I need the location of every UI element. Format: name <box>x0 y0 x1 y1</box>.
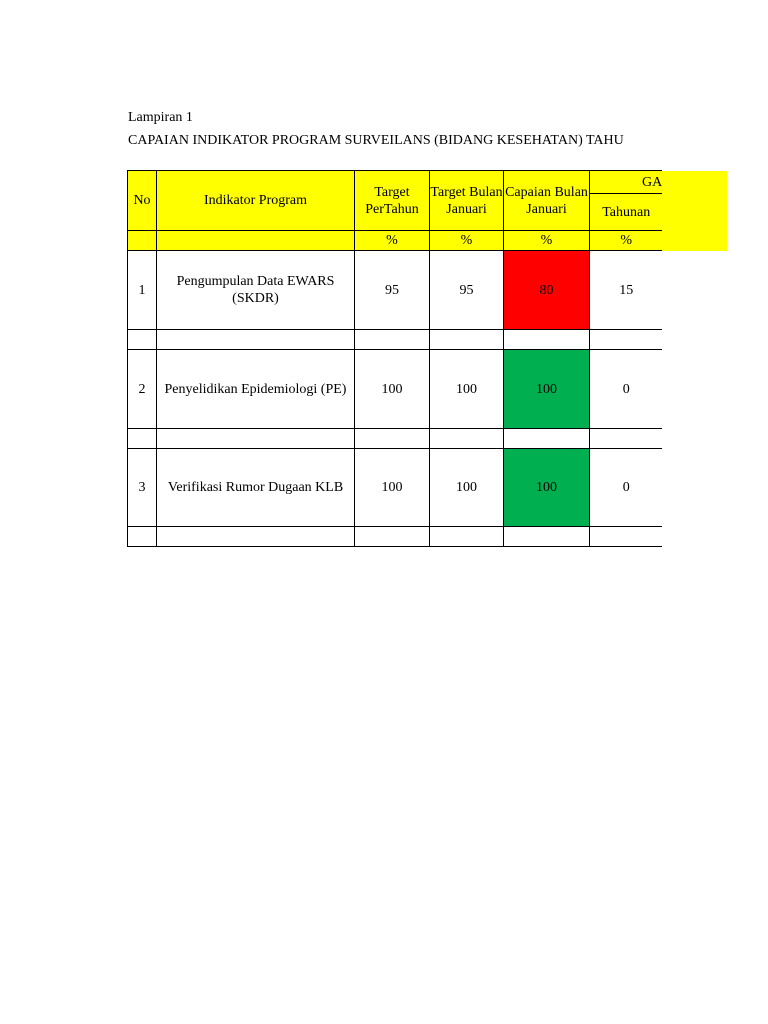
unit-cell-target-tahun: % <box>355 231 430 251</box>
row-indikator: Verifikasi Rumor Dugaan KLB <box>157 449 355 527</box>
unit-cell-capaian: % <box>504 231 590 251</box>
header-target-bulan-januari: Target Bulan Januari <box>430 171 504 231</box>
row-target-bulan: 95 <box>430 251 504 330</box>
header-no: No <box>128 171 157 231</box>
table-row <box>128 251 663 330</box>
row-indikator: Penyelidikan Epidemiologi (PE) <box>157 350 355 429</box>
row-capaian: 100 <box>504 449 590 527</box>
row-capaian: 80 <box>504 251 590 330</box>
row-no: 2 <box>128 350 157 429</box>
row-target-tahun: 100 <box>355 350 430 429</box>
header-gap-label: GA <box>642 174 662 190</box>
row-no: 1 <box>128 251 157 330</box>
row-tahunan: 0 <box>590 449 663 527</box>
document-title: CAPAIAN INDIKATOR PROGRAM SURVEILANS (BIDANG KESEHATAN) TAHU <box>128 133 624 148</box>
indicator-table-wrapper <box>127 170 662 547</box>
row-no: 3 <box>128 449 157 527</box>
unit-cell-empty <box>128 231 157 251</box>
row-target-tahun: 95 <box>355 251 430 330</box>
header-target-pertahun: Target PerTahun <box>355 171 430 231</box>
indicator-table <box>127 170 662 547</box>
unit-cell-target-bulan: % <box>430 231 504 251</box>
row-tahunan: 0 <box>590 350 663 429</box>
row-target-bulan: 100 <box>430 350 504 429</box>
row-target-bulan: 100 <box>430 449 504 527</box>
spacer-row <box>128 429 663 449</box>
spacer-row <box>128 330 663 350</box>
row-tahunan: 15 <box>590 251 663 330</box>
header-fill-extension <box>662 171 727 251</box>
header-tahunan: Tahunan <box>590 194 663 231</box>
header-gap-group <box>590 171 663 194</box>
header-capaian-bulan-januari: Capaian Bulan Januari <box>504 171 590 231</box>
spacer-row <box>128 527 663 547</box>
lampiran-label: Lampiran 1 <box>128 110 193 125</box>
row-indikator: Pengumpulan Data EWARS (SKDR) <box>157 251 355 330</box>
unit-cell-empty <box>157 231 355 251</box>
row-capaian: 100 <box>504 350 590 429</box>
header-indikator-program: Indikator Program <box>157 171 355 231</box>
table-row <box>128 449 663 527</box>
row-target-tahun: 100 <box>355 449 430 527</box>
unit-cell-tahunan: % <box>590 231 663 251</box>
table-row <box>128 350 663 429</box>
